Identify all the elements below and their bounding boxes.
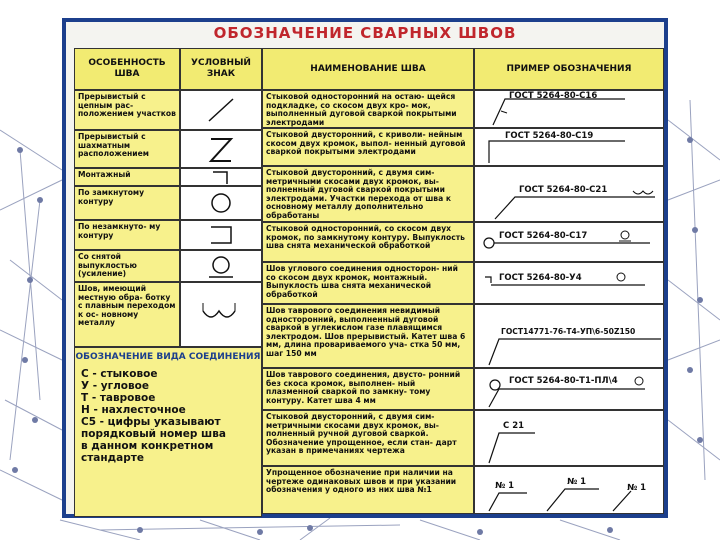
circle-symbol-icon bbox=[180, 186, 262, 220]
example-cell bbox=[474, 304, 664, 368]
gost-label: № 1 bbox=[567, 477, 587, 487]
header-symbol: УСЛОВНЫЙ ЗНАК bbox=[180, 48, 262, 90]
feature-cell: По замкнутому контуру bbox=[74, 186, 180, 220]
legend-line: порядковый номер шва bbox=[81, 428, 226, 440]
example-cell bbox=[474, 368, 664, 410]
gost-label: ГОСТ 5264-80-С16 bbox=[509, 91, 598, 101]
seam-name-cell: Стыковой двусторонний, с двумя сим- метричными скосами двух кромок, вы- полненный ручной дуговой сваркой. Обозначение упрощенное, если стан- дарт указан в примечаниях чертежа bbox=[262, 410, 474, 466]
gost-label: ГОСТ 5264-80-У4 bbox=[499, 273, 582, 283]
gost-label: ГОСТ 5264-80-С21 bbox=[519, 185, 608, 195]
slash-symbol-icon bbox=[180, 90, 262, 130]
legend-line: в данном конкретном bbox=[81, 440, 214, 452]
example-cell bbox=[474, 222, 664, 262]
header-name: НАИМЕНОВАНИЕ ШВА bbox=[262, 48, 474, 90]
feature-cell: По незамкнуто- му контуру bbox=[74, 220, 180, 250]
gost-label: ГОСТ14771-76-Т4-УП\6-50Z150 bbox=[501, 327, 636, 336]
seam-name-cell: Стыковой двусторонний, с двумя сим- метричными скосами двух кромок, вы- полненный дуговой сваркой покрытыми электродами. Участки перехода от шва к основному металлу дополнительно обработаны bbox=[262, 166, 474, 222]
flag-symbol-icon bbox=[180, 168, 262, 186]
gost-label: С 21 bbox=[503, 421, 525, 431]
gost-label: ГОСТ 5264-80-С19 bbox=[505, 131, 594, 141]
weld-table-sheet bbox=[62, 18, 668, 518]
gost-label: ГОСТ 5264-80-С17 bbox=[499, 231, 588, 241]
feature-cell: Шов, имеющий местную обра- ботку с плавным переходом к ос- новному металлу bbox=[74, 282, 180, 347]
header-feature: ОСОБЕННОСТЬ ШВА bbox=[74, 48, 180, 90]
zigzag-symbol-icon bbox=[180, 130, 262, 168]
seam-name-cell: Стыковой односторонний, со скосом двух кромок, по замкнутому контуру. Выпуклость шва снята механической обработкой bbox=[262, 222, 474, 262]
smooth-transition-symbol-icon bbox=[180, 282, 262, 347]
example-cell bbox=[474, 466, 664, 514]
feature-cell: Прерывистый с цепным рас- положением участков bbox=[74, 90, 180, 130]
legend-line: С - стыковое bbox=[81, 368, 158, 380]
gost-label: № 1 bbox=[627, 483, 647, 493]
example-cell bbox=[474, 90, 664, 128]
page-title: ОБОЗНАЧЕНИЕ СВАРНЫХ ШВОВ bbox=[213, 24, 517, 42]
feature-cell: Монтажный bbox=[74, 168, 180, 186]
seam-name-cell: Стыковой двусторонний, с криволи- нейным скосом двух кромок, выпол- ненный дуговой сваркой покрытыми электродами bbox=[262, 128, 474, 166]
legend-line: С5 - цифры указывают bbox=[81, 416, 221, 428]
circle-underline-symbol-icon bbox=[180, 250, 262, 282]
seam-name-cell: Шов таврового соединения невидимый односторонний, выполненный дуговой сваркой в углекислом газе плавящимся электродом. Шов прерывистый. Катет шва 6 мм, длина провариваемого уча- стка 50 мм, шаг 150 мм bbox=[262, 304, 474, 368]
header-example: ПРИМЕР ОБОЗНАЧЕНИЯ bbox=[474, 48, 664, 90]
seam-name-cell: Шов таврового соединения, двусто- ронний без скоса кромок, выполнен- ный плазменной сваркой по замкну- тому контуру. Катет шва 4 мм bbox=[262, 368, 474, 410]
example-cell bbox=[474, 128, 664, 166]
half-contour-symbol-icon bbox=[180, 220, 262, 250]
seam-name-cell: Упрощенное обозначение при наличии на чертеже одинаковых швов и при указании обозначения у одного из них шва №1 bbox=[262, 466, 474, 514]
legend-line: У - угловое bbox=[81, 380, 149, 392]
seam-name-cell: Стыковой односторонний на остаю- щейся подкладке, со скосом двух кро- мок, выполненный дуговой сваркой покрытыми электродами bbox=[262, 90, 474, 128]
gost-label: № 1 bbox=[495, 481, 515, 491]
legend-line: Т - тавровое bbox=[81, 392, 156, 404]
seam-name-cell: Шов углового соединения односторон- ний со скосом двух кромок, монтажный. Выпуклость шва снята механической обработкой bbox=[262, 262, 474, 304]
legend-line: стандарте bbox=[81, 452, 144, 464]
feature-cell: Со снятой выпуклостью (усиление) bbox=[74, 250, 180, 282]
example-cell bbox=[474, 410, 664, 466]
example-cell bbox=[474, 166, 664, 222]
gost-label: ГОСТ 5264-80-Т1-ПЛ\4 bbox=[509, 376, 618, 386]
feature-cell: Прерывистый с шахматным расположением bbox=[74, 130, 180, 168]
connection-type-legend bbox=[74, 347, 262, 517]
legend-title: ОБОЗНАЧЕНИЕ ВИДА СОЕДИНЕНИЯ bbox=[75, 352, 261, 362]
legend-line: Н - нахлесточное bbox=[81, 404, 186, 416]
example-cell bbox=[474, 262, 664, 304]
